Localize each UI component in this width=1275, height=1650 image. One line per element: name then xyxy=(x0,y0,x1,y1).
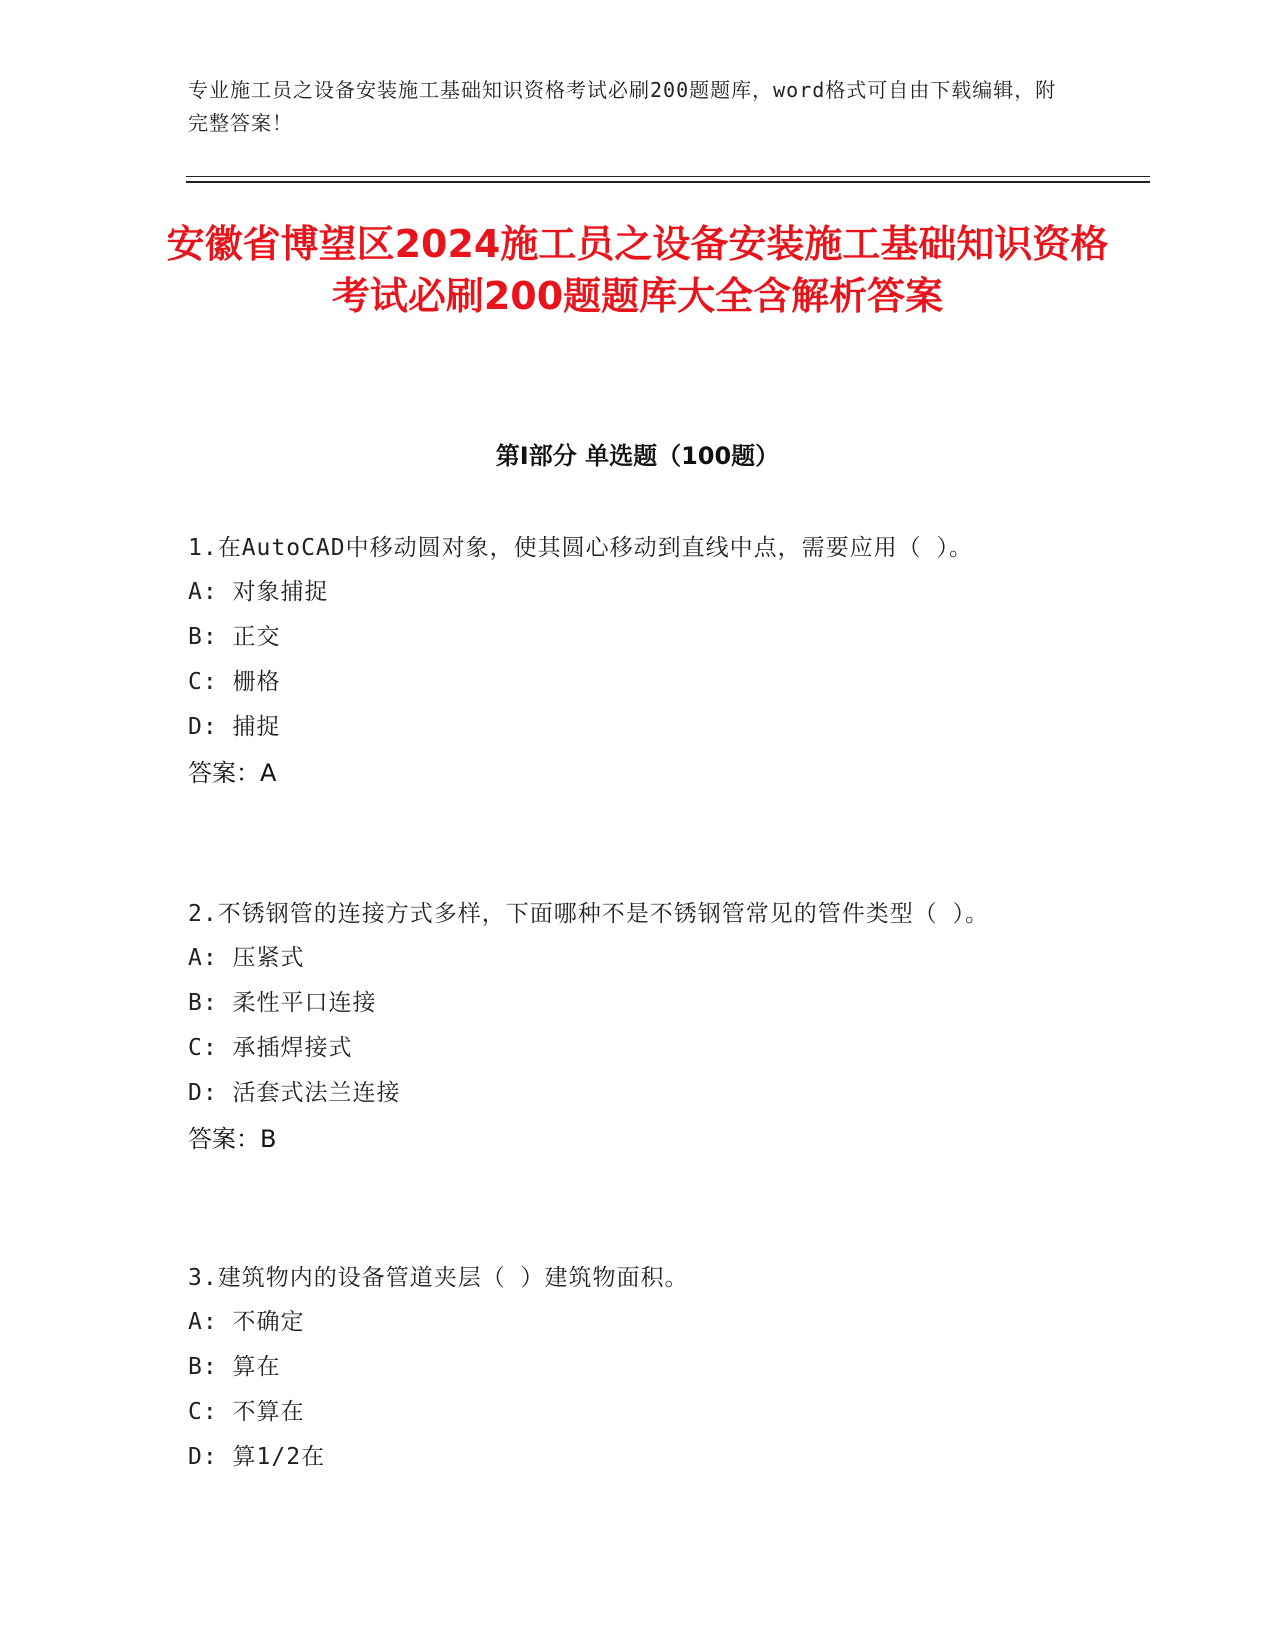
option-b: B: 柔性平口连接 xyxy=(188,990,377,1016)
answer-value: B xyxy=(260,1125,277,1153)
answer-label: 答案： xyxy=(188,1125,260,1153)
question-stem: 3.建筑物内的设备管道夹层（ ）建筑物面积。 xyxy=(188,1265,689,1291)
answer-line xyxy=(188,750,1068,796)
option-a: A: 压紧式 xyxy=(188,945,305,971)
option-a: A: 对象捕捉 xyxy=(188,579,329,605)
option-d: D: 活套式法兰连接 xyxy=(188,1080,401,1106)
option-a: A: 不确定 xyxy=(188,1309,305,1335)
answer-value: A xyxy=(260,759,277,787)
question-3 xyxy=(188,1256,1068,1480)
option-d: D: 捕捉 xyxy=(188,714,281,740)
answer-label: 答案： xyxy=(188,759,260,787)
section-heading: 第I部分 单选题（100题） xyxy=(495,442,780,470)
option-c: C: 承插焊接式 xyxy=(188,1035,353,1061)
option-d: D: 算1/2在 xyxy=(188,1444,326,1470)
question-stem: 2.不锈钢管的连接方式多样，下面哪种不是不锈钢管常见的管件类型（ ）。 xyxy=(188,901,990,927)
option-c: C: 不算在 xyxy=(188,1399,305,1425)
header-divider-thin xyxy=(186,176,1150,177)
option-b: B: 算在 xyxy=(188,1354,281,1380)
answer-line xyxy=(188,1116,1068,1162)
question-2 xyxy=(188,892,1068,1162)
question-1 xyxy=(188,526,1068,796)
option-c: C: 栅格 xyxy=(188,669,281,695)
option-b: B: 正交 xyxy=(188,624,281,650)
header-note: 专业施工员之设备安装施工基础知识资格考试必刷200题题库，word格式可自由下载编辑，附完整答案！ xyxy=(188,78,1057,135)
document-title: 安徽省博望区2024施工员之设备安装施工基础知识资格考试必刷200题题库大全含解析答案 xyxy=(166,222,1109,318)
header-divider-thick xyxy=(186,181,1150,183)
question-stem: 1.在AutoCAD中移动圆对象，使其圆心移动到直线中点，需要应用（ ）。 xyxy=(188,535,973,561)
